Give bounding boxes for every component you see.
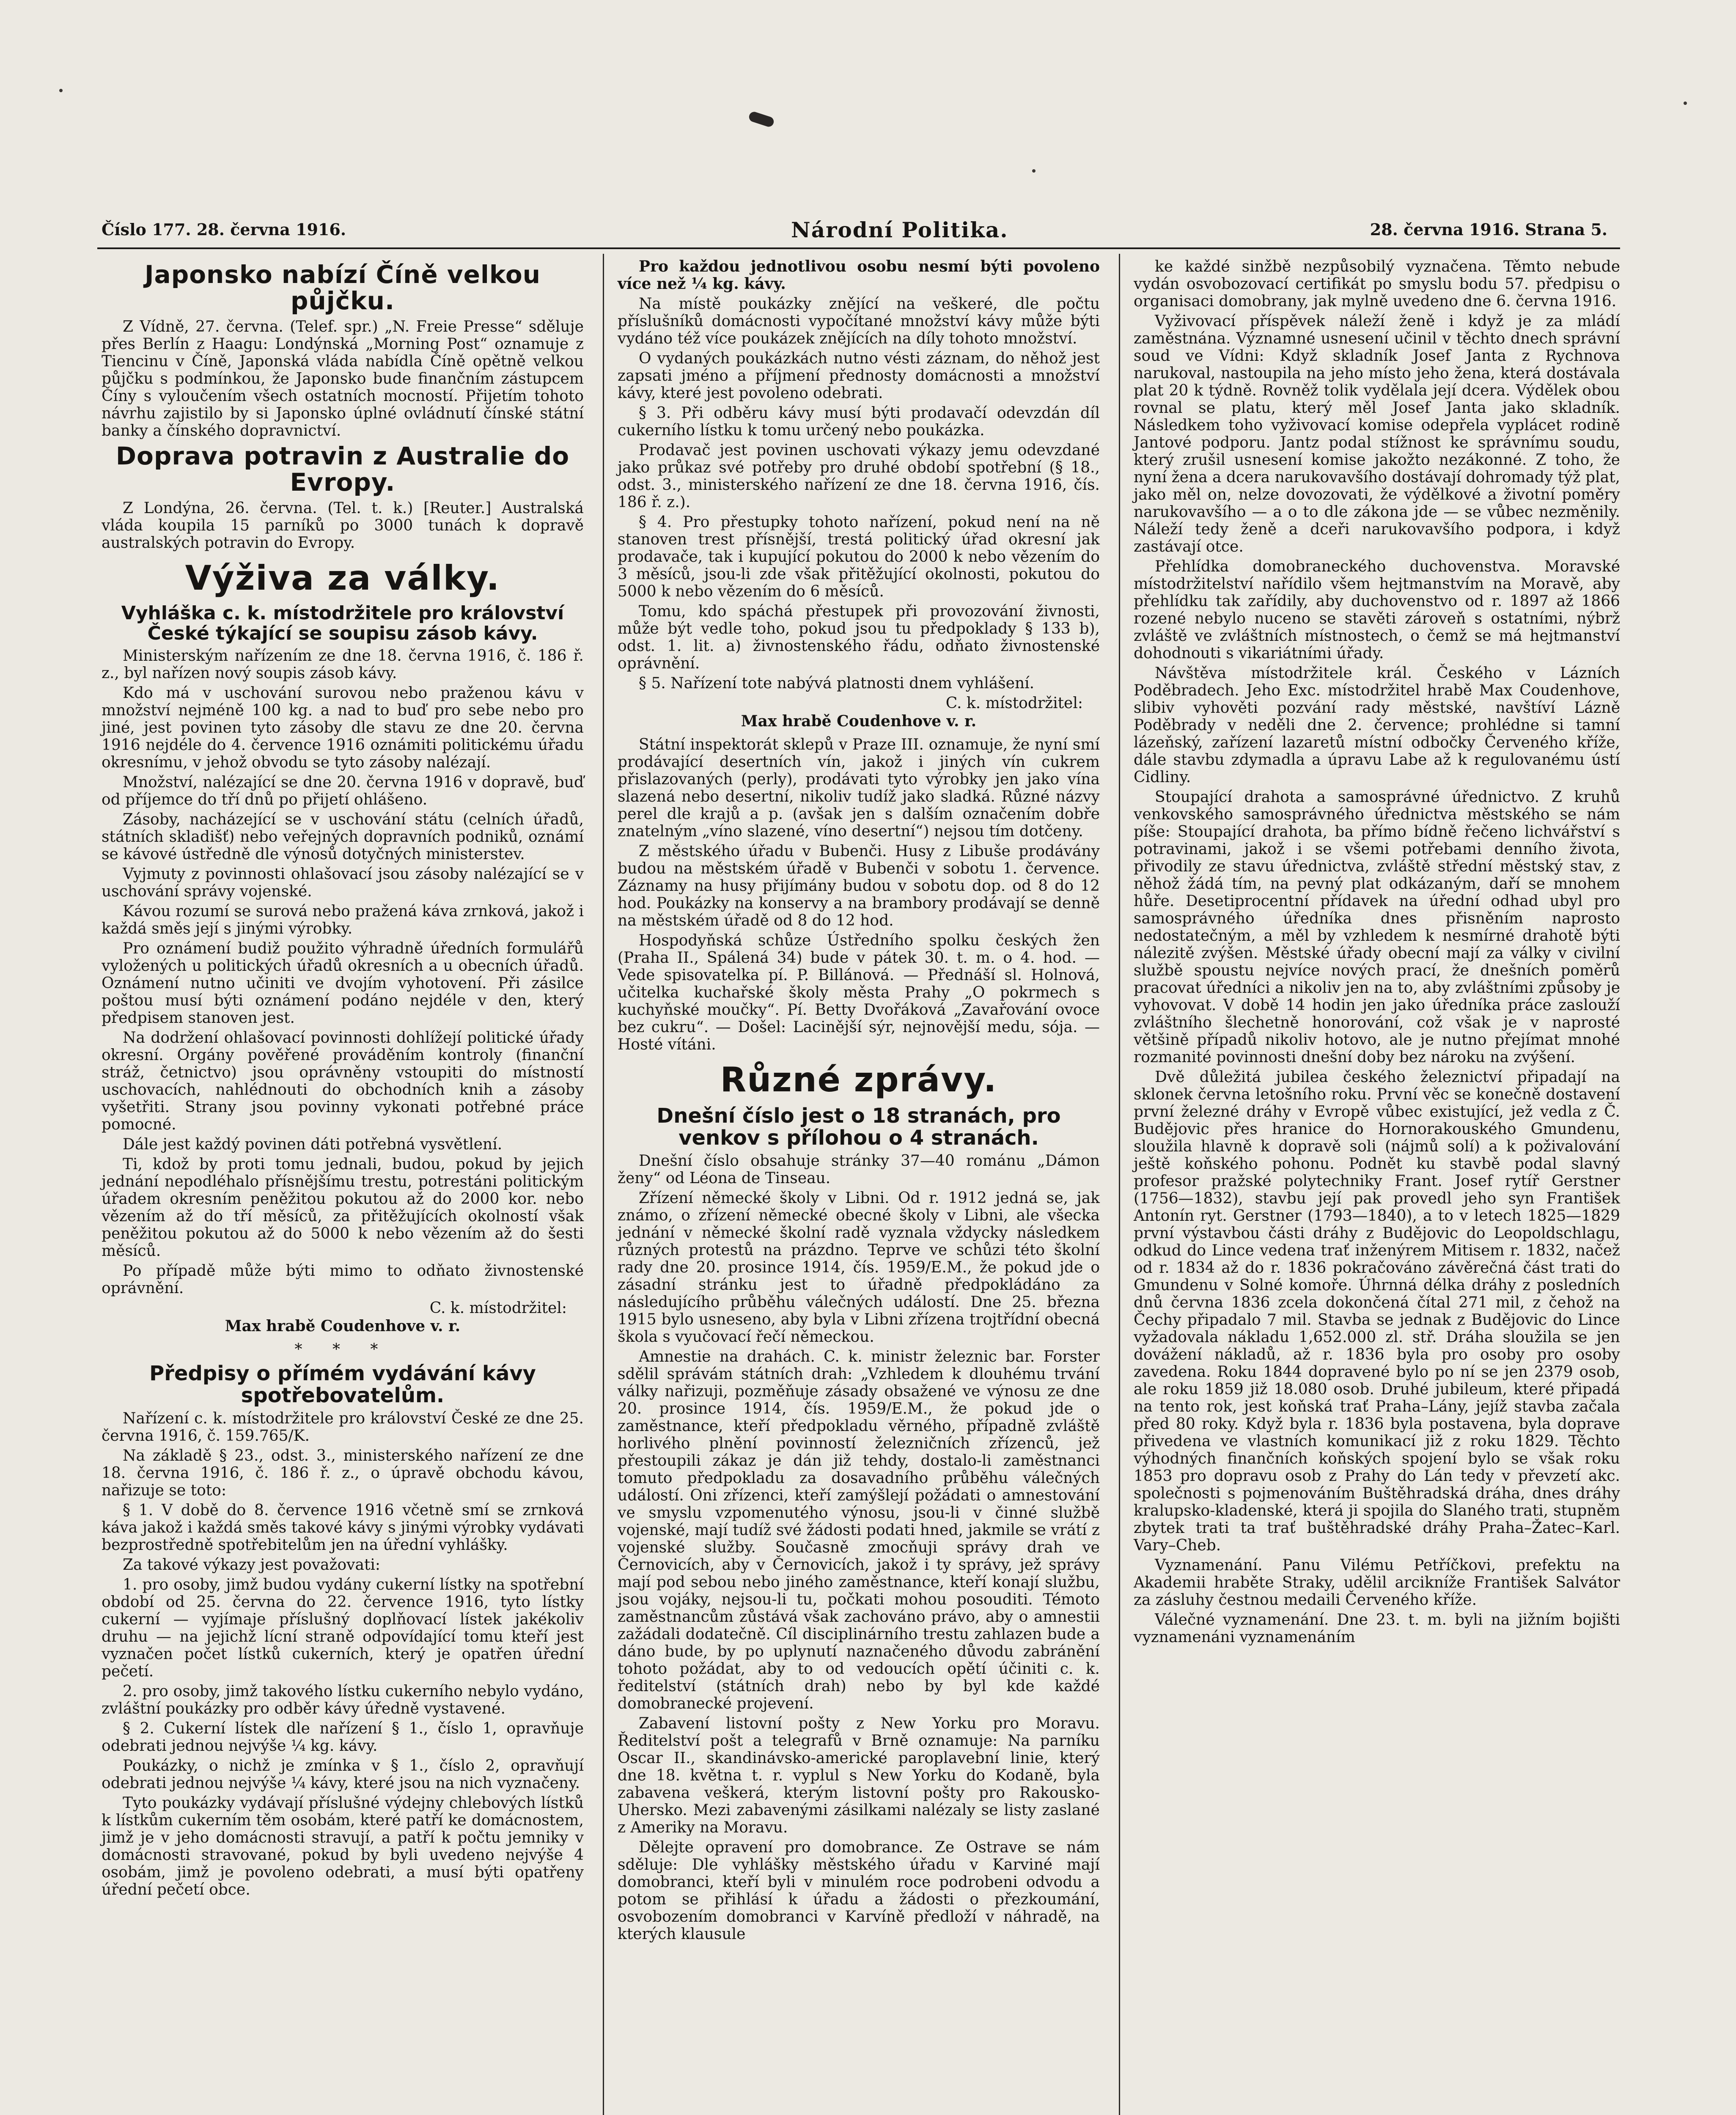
column-1	[102, 258, 584, 1901]
ink-speck	[1032, 169, 1036, 173]
article-paragraph: Prodavač jest povinen uschovati výkazy jemu odevzdané jako průkaz své potřeby pro druhé období spotřební (§ 18., odst. 3., ministerského nařízení ze dne 18. června 1916, čís. 186 ř. z.).	[618, 442, 1100, 511]
article-title: Dnešní číslo jest o 18 stranách, pro venkov s přílohou o 4 stranách.	[656, 1104, 1061, 1150]
article-paragraph: Kávou rozumí se surová nebo pražená káva zrnková, jakož i každá směs její s jinými výrobky.	[102, 903, 584, 937]
article-paragraph: Zřízení německé školy v Libni. Od r. 1912 jedná se, jak známo, o zřízení německé obecné školy v Libni, ale všecka jednání v německé školní radě vyznala vždycky následkem různých protestů na prázdno. Teprve ve schůzi této školní rady dne 20. prosince 1914, čís. 1959/E.M., že pokud jde o zásadní stránku jest to úřadně předpokládáno za následujícího průběhu válečných událostí. Dne 25. března 1915 bylo usneseno, aby byla v Libni zřízena trojtřídní obecná škola s vyučovací řečí německou.	[618, 1189, 1100, 1346]
article-paragraph: § 1. V době do 8. července 1916 včetně smí se zrnková káva jakož i každá směs takové kávy s jinými výrobky vydávati bezprostředně spotřebitelům jen na úřední vyhlášky.	[102, 1502, 584, 1554]
article-paragraph: 2. pro osoby, jimž takového lístku cukerního nebylo vydáno, zvláštní poukázky pro odběr kávy úředně vystavené.	[102, 1683, 584, 1717]
article-paragraph: Dále jest každý povinen dáti potřebná vysvětlení.	[123, 1136, 503, 1153]
article-title: Japonsko nabízí Číně velkou půjčku.	[144, 260, 541, 315]
article-paragraph: Tomu, kdo spáchá přestupek při provozování živnosti, může být vedle toho, pokud jsou tu předpoklady § 133 b), odst. 1. lit. a) živnostenského řádu, odňato živnostenské oprávnění.	[618, 603, 1100, 672]
signature-label: C. k. místodržitel:	[945, 695, 1083, 712]
article-paragraph: Tyto poukázky vydávají příslušné výdejny chlebových lístků k lístkům cukerním těm osobám, které patří ke domácnostem, jimž je v jeho domácnosti stravují, a patří k počtu jemniky v domácnosti stravované, pokud by byli uvedeno nejvýše 4 osobám, jimž je povoleno odebrati, a musí býti opatřeny úřední pečetí obce.	[102, 1794, 584, 1898]
article-paragraph: O vydaných poukázkách nutno vésti záznam, do něhož jest zapsati jméno a příjmení přednosty domácnosti a množství kávy, které jest povoleno odebrati.	[618, 350, 1100, 402]
article-paragraph: 1. pro osoby, jimž budou vydány cukerní lístky na spotřební období od 25. června do 22. července 1916, tyto lístky cukerní — vyjímaje příslušný doplňovací lístek jakékoliv druhu — na jejichž lícní straně odpovídající tomu kteří jest vyznačen počet lístků cukerních, který je opatřen úřední pečetí.	[102, 1576, 584, 1680]
ink-blot	[748, 110, 775, 128]
article-paragraph: Kdo má v uschování surovou nebo praženou kávu v množství nejméně 100 kg. a nad to buď pro sebe nebo pro jiné, jest povinen tyto zásoby dle stavu ze dne 20. června 1916 nejdéle do 4. července 1916 oznámiti politickému úřadu okresnímu, v jehož obvodu se tyto zásoby nalézají.	[102, 684, 584, 771]
article-paragraph: ke každé sinžbě nezpůsobilý vyznačena. Těmto nebude vydán osvobozovací certifikát po smyslu bodu 57. předpisu o organisaci domobrany, jak mylně uvedeno dne 6. června 1916.	[1134, 258, 1620, 310]
article-title: Předpisy o přímém vydávání kávy spotřebovatelům.	[149, 1362, 536, 1407]
column-2	[618, 258, 1100, 1945]
signature-name: Max hrabě Coudenhove v. r.	[741, 712, 977, 730]
article-paragraph: § 2. Cukerní lístek dle nařízení § 1., číslo 1, opravňuje odebrati jednou nejvýše ¼ kg. kávy.	[102, 1720, 584, 1755]
article-paragraph: Ministerským nařízením ze dne 18. června 1916, č. 186 ř. z., byl nařízen nový soupis zásob kávy.	[102, 647, 584, 682]
signature-label: C. k. místodržitel:	[429, 1299, 567, 1317]
article-paragraph: Na místě poukázky znějící na veškeré, dle počtu příslušníků domácnosti vypočítané množství kávy může býti vydáno též více poukázek znějících na díly tohoto množství.	[618, 295, 1100, 347]
newspaper-title: Národní Politika.	[791, 217, 1008, 242]
issue-number-date: Číslo 177. 28. června 1916.	[102, 220, 346, 239]
column-divider	[603, 254, 604, 2115]
article-paragraph: Na dodržení ohlašovací povinnosti dohlížejí politické úřady okresní. Orgány pověřené prováděním kontroly (finanční stráž, četnictvo) jsou oprávněny vstoupiti do místností uschovacích, nahlédnouti do obchodních knih a zásoby vyšetřiti. Strany jsou povinny vykonati potřebné práce pomocné.	[102, 1029, 584, 1133]
article-paragraph: Na základě § 23., odst. 3., ministerského nařízení ze dne 18. června 1916, č. 186 ř. z., o úpravě obchodu kávou, nařizuje se toto:	[102, 1447, 584, 1499]
section-title: Výživa za války.	[185, 558, 500, 598]
article-paragraph: Za takové výkazy jest považovati:	[123, 1556, 381, 1574]
article-paragraph: § 5. Nařízení tote nabývá platnosti dnem vyhlášení.	[639, 675, 1035, 692]
article-paragraph: Zabavení listovní pošty z New Yorku pro Moravu. Ředitelství pošt a telegrafů v Brně oznamuje: Na parníku Oscar II., skandinávsko-americké paroplavební linie, který dne 18. května t. r. vyplul s New Yorku do Kodaně, byla zabavena veškerá, kterým listovní pošty pro Rakousko-Uhersko. Mezi zabavenými zásilkami nalézaly se listy zaslané z Ameriky na Moravu.	[618, 1715, 1100, 1836]
ink-speck	[1684, 102, 1687, 105]
article-paragraph: Hospodyňská schůze Ústředního spolku českých žen (Praha II., Spálená 34) bude v pátek 30. t. m. o 4. hod. — Vede spisovatelka pí. P. Billánová. — Přednáší sl. Holnová, učitelka kuchařské školy města Prahy „O pokrmech s kuchyňské moučky“. Pí. Betty Dvořáková „Zavařování ovoce bez cukru“. — Došel: Lacinější sýr, nejnovější medu, sója. — Hosté vítáni.	[618, 932, 1100, 1053]
signature-name: Max hrabě Coudenhove v. r.	[225, 1317, 461, 1335]
article-paragraph: § 4. Pro přestupky tohoto nařízení, pokud není na ně stanoven trest přísnější, trestá politický úřad okresní jak prodavače, tak i kupující pokutou do 2000 k nebo vězením do 3 měsíců, jsou-li zde však přitěžující okolnosti, pokutou do 5000 k nebo vězením do 6 měsíců.	[618, 514, 1100, 600]
separator-stars: * * *	[294, 1341, 391, 1358]
page-number-date: 28. června 1916. Strana 5.	[1370, 220, 1607, 239]
article-paragraph: Po případě může býti mimo to odňato živnostenské oprávnění.	[102, 1262, 584, 1297]
article-paragraph: Dělejte opravení pro domobrance. Ze Ostrave se nám sděluje: Dle vyhlášky městského úřadu v Karviné mají domobranci, kteří byli v minulém roce podrobeni odvodu a potom se přihlásí k úřadu a žádosti o přezkoumání, osvobozením domobranci v Karvíně předloží v náhradě, na kterých klausule	[618, 1839, 1100, 1943]
article-paragraph: Přehlídka domobraneckého duchovenstva. Moravské místodržitelství nařídilo všem hejtmanstvím na Moravě, aby přehlídku tak zařídily, aby duchovenstvo od r. 1897 až 1866 rozené nebylo nuceno se stavěti zároveň s ostatními, nýbrž zvláště ve zvláštních místnostech, o čemž se má hejtmanství dohodnouti s vikariátními úřady.	[1134, 558, 1620, 662]
article-paragraph: Zásoby, nacházející se v uschování státu (celních úřadů, státních skladišť) nebo veřejných dopravních podniků, oznámí se kávové ústředně dle výnosů dotyčných ministerstev.	[102, 811, 584, 863]
article-paragraph: Ti, kdož by proti tomu jednali, budou, pokud by jejich jednání nepodléhalo přísnějšímu trestu, potrestáni politickým úřadem okresním peněžitou pokutou až do 2000 kor. nebo vězením až do tří měsíců, za přitěžujících okolností však peněžitou pokutou až do 5000 k nebo vězením až do šesti měsíců.	[102, 1156, 584, 1260]
ink-speck	[59, 89, 63, 92]
article-paragraph: § 3. Při odběru kávy musí býti prodavačí odevzdán díl cukerního lístku k tomu určený nebo poukázka.	[618, 404, 1100, 439]
article-paragraph: Z Londýna, 26. června. (Tel. t. k.) [Reuter.] Australská vláda koupila 15 parníků po 3000 tunách k dopravě australských potravin do Evropy.	[102, 500, 584, 552]
article-paragraph: Dnešní číslo obsahuje stránky 37—40 románu „Dámon ženy“ od Léona de Tinseau.	[618, 1152, 1100, 1187]
article-paragraph: Dvě důležitá jubilea českého železnictví připadají na sklonek června letošního roku. První věc se konečně dostavení první železné dráhy v Evropě vůbec existující, jež vedla z Č. Budějovic přes hranice do Hornorakouského Gmundenu, sloužila hlavně k dopravě soli (nájmů solí) a k poživalování ještě koňského pohonu. Podnět ku stavbě podal slavný profesor pražské polytechniky Frant. Josef rytíř Gerstner (1756—1832), stavbu její pak provedl jeho syn František Antonín ryt. Gerstner (1793—1840), a to v letech 1825—1829 první výstavbou části dráhy z Budějovic do Leopoldschlagu, odkud do Lince vedena trať inženýrem Mitisem r. 1832, načež od r. 1834 až do r. 1836 pokračováno závěrečná část trati do Gmundenu v Solné komoře. Úhrnná délka dráhy z posledních dnů června 1836 zcela dokončená čítal 271 mil, z čehož na Čechy připadalo 7 mil. Stavba se jednak z Budějovic do Lince vyžadovala nákladu 1,652.000 zl. stř. Dráha sloužila se jen dovážení nákladů, až r. 1836 byla pro osoby pro osoby zavedena. Roku 1844 dopravené bylo po ní se jen 2379 osob, ale roku 1859 již 18.080 osob. Druhé jubileum, které připadá na tento rok, jest koňská trať Praha–Lány, jejíž stavba začala před 80 roky. Když byla r. 1836 byla postavena, byla doprave přivedena ve vlastních komunikací již z roku 1829. Těchto výhodných finančních koňských spojení bylo se však roku 1853 pro dopravu osob z Prahy do Lán tedy v převzetí akc. společnosti s pojmenováním Buštěhradská dráha, dnes dráhy kralupsko-kladenské, která ji spojila do Slaného trati, stupněm zbytek trati ta trať buštěhradské dráhy Praha–Žatec–Karl. Vary–Cheb.	[1134, 1068, 1620, 1554]
article-paragraph: Amnestie na drahách. C. k. ministr železnic bar. Forster sdělil správám státních drah: „Vzhledem k dlouhému trvání války nařizuji, pozměňuje zásady obsažené ve výnosu ze dne 20. prosince 1914, čís. 1959/E.M., že pokud jde o zaměstnance, kteří předpokladu věrného, případně zvláště horlivého plnění povinností železničních zřízenců, jež přestoupili zákaz je dán již tehdy, dostalo-li zaměstnanci tomuto předpokladu za dosavadního průběhu válečných událostí. Oni zřízenci, kteří zamýšlejí požádati o amnestování ve smyslu vzpomenutého výnosu, jsou-li v činné službě vojenské, mají tudíž své žádosti podati hned, jakmile se vrátí z vojenské služby. Současně zmocňuji správy drah ve Černovicích, aby v Černovicích, jakož i ty správy, jež správy mají pod sebou nebo jiného zaměstnance, kteří konají službu, jsou vojáky, nejsou-li tu, počkati mohou posouditi. Témoto zaměstnancům zůstává však zachováno právo, aby o amnestii zažádali dodatečně. Cíl disciplinárního trestu zahlazen bude a dáno bude, by po uplynutí naznačeného důvodu zabránění tohoto požádat, aby to od vedoucích opětí účiniti c. k. ředitelství (státních drah) nebo by byl kde každé domobranecké projevení.	[618, 1348, 1100, 1712]
article-paragraph: Z městského úřadu v Bubenči. Husy z Libuše prodávány budou na městském úřadě v Bubenči v sobotu 1. července. Záznamy na husy přijímány budou v sobotu dop. od 8 do 12 hod. Poukázky na konservy a na brambory prodávají se denně na městském úřadě od 8 do 12 hod.	[618, 843, 1100, 929]
article-subtitle: Vyhláška c. k. místodržitele pro království České týkající se soupisu zásob kávy.	[121, 602, 564, 644]
article-paragraph: Vyjmuty z povinnosti ohlašovací jsou zásoby nalézající se v uschování správy vojenské.	[102, 865, 584, 900]
article-title: Doprava potravin z Australie do Evropy.	[115, 442, 570, 497]
article-paragraph: Státní inspektorát sklepů v Praze III. oznamuje, že nyní smí prodávající desertních vín, jakož i jiných vín cukrem přislazovaných (perly), prodávati tyto výrobky jen jako vína slazená nebo desertní, nikoliv tudíž jako sladká. Různé názvy perel dle krajů a p. (avšak jen s dalším označením dobře znatelným „víno slazené, víno desertní“) nejsou tím dotčeny.	[618, 736, 1100, 840]
article-paragraph: Stoupající drahota a samosprávné úřednictvo. Z kruhů venkovského samosprávného úřednictva městského se nám píše: Stoupající drahota, ba přímo bídně řečeno lichvářství s potravinami, jakož i se všemi potřebami denního života, přivodily ze stavu úřednictva, zvláště střední městský stav, z něhož žádá tím, na pevný plat odkázaným, daří se mnohem hůře. Desetiprocentní přídavek na úřední odhad ubyl pro samosprávného úředníka dnes přisněním naprosto nedostatečným, a měl by vzhledem k nesmírné drahotě býti nálezitě zvýšen. Městské úřady obecní mají za války v civilní službě spoustu nejvíce nových prací, že dnešních poměrů pracovat úředníci a nikoliv jen na to, aby zvláštními způsoby je vyhovovat. V době 14 hodin jen jako úředníka práce zaslouží zvláštního šlechetně honorování, což však je v naprosté většině případů nikoliv hotovo, ale je nutno přejímat mnohé rozmanité povinnosti dnešní doby bez nároku na zvýšení.	[1134, 788, 1620, 1066]
article-paragraph: Z Vídně, 27. června. (Telef. spr.) „N. Freie Presse“ sděluje přes Berlín z Haagu: Londýnská „Morning Post“ oznamuje z Tiencinu v Číně, Japonská vláda nabídla Číně opětně velkou půjčku s podmínkou, že Japonsko bude finančním zástupcem Číny s vyloučením všech ostatních mocností. Přijetím tohoto návrhu zajistilo by si Japonsko úplné ovládnutí čínské státní banky a čínského dopravnictví.	[102, 318, 584, 439]
article-paragraph: Pro oznámení budiž použito výhradně úředních formulářů vyložených u politických úřadů okresních a u obecních úřadů. Oznámení nutno učiniti ve dvojím vyhotovení. Při zásilce poštou musí býti oznámení podáno nejdéle v den, který předpisem stanoven jest.	[102, 940, 584, 1027]
section-title: Různé zprávy.	[720, 1060, 997, 1099]
article-paragraph: Množství, nalézající se dne 20. června 1916 v dopravě, buď od příjemce do tří dnů po přijetí ohlášeno.	[102, 774, 584, 808]
article-paragraph: Vyživovací příspěvek náleží ženě i když je za mládí zaměstnána. Významné usnesení učinil v těchto dnech správní soud ve Vídni: Když skladník Josef Janta z Rychnova narukoval, nastoupila na jeho místo jeho žena, která dostávala plat 20 k týdně. Rovněž tolik vydělala její dcera. Výdělek obou rovnal se platu, který měl Josef Janta jako skladník. Následkem toho vyživovací komise odepřela vyplácet rodině Jantové podporu. Jantz podal stížnost ke správnímu soudu, který zrušil usnesení komise jakožto nezákonné. Z toho, že nyní žena a dcera narukovavšího dostávají dohromady týž plat, jako měl on, nelze dovozovati, že výdělkové a životní poměry narukovavšího — a o to dle zákona jde — se vůbec nezměnily. Náleží tedy ženě a dceři narukovavšího podpora, i když zastávají otce.	[1134, 313, 1620, 555]
header-rule	[97, 247, 1620, 249]
article-paragraph: Pro každou jednotlivou osobu nesmí býti povoleno více než ¼ kg. kávy.	[618, 258, 1100, 293]
article-paragraph: Vyznamenání. Panu Vilému Petříčkovi, prefektu na Akademii hraběte Straky, udělil arcikníže František Salvátor za zásluhy čestnou medaili Červeného kříže.	[1134, 1557, 1620, 1609]
article-paragraph: Poukázky, o nichž je zmínka v § 1., číslo 2, opravňují odebrati jednou nejvýše ¼ kávy, které jsou na nich vyznačeny.	[102, 1757, 584, 1792]
article-paragraph: Válečné vyznamenání. Dne 23. t. m. byli na jižním bojišti vyznamenáni vyznamenáním	[1134, 1611, 1620, 1646]
article-paragraph: Nařízení c. k. místodržitele pro království České ze dne 25. června 1916, č. 159.765/K.	[102, 1410, 584, 1445]
column-3	[1134, 258, 1620, 1648]
column-divider	[1119, 254, 1120, 2115]
article-paragraph: Návštěva místodržitele král. Českého v Lázních Poděbradech. Jeho Exc. místodržitel hrabě Max Coudenhove, slibiv vyhověti pozvání rady městské, navštíví Lázně Poděbrady v neděli dne 2. července; prohlédne si tamní lázeňský, zařízení lazaretů místní odbočky Červeného kříže, dále stavbu zdymadla a úpravu Labe až k regulovanému ústí Cidliny.	[1134, 665, 1620, 786]
page-header	[102, 217, 1607, 250]
